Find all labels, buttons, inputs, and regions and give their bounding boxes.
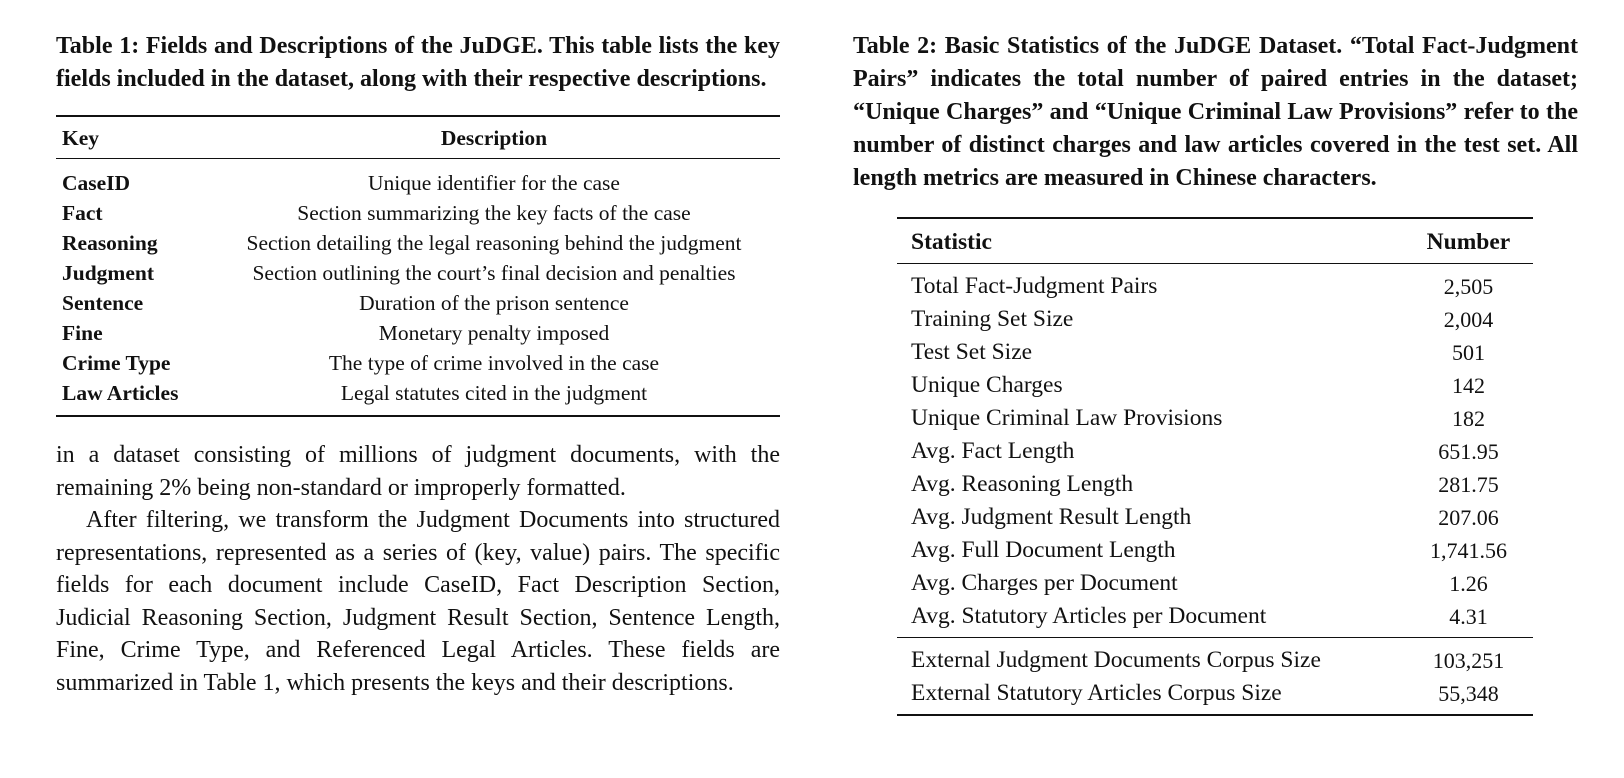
table2-number-cell: 142 — [1451, 373, 1485, 398]
table1-key-cell: Sentence — [62, 291, 144, 315]
table1-description-cell: Section detailing the legal reasoning behind the judgment — [246, 231, 742, 255]
table2-number-cell: 1,741.56 — [1429, 538, 1507, 563]
table2-number-cell: 182 — [1451, 406, 1485, 431]
table-row — [56, 228, 780, 258]
table2-statistic-cell: Unique Criminal Law Provisions — [911, 405, 1223, 431]
table2-header-row — [897, 218, 1533, 264]
table2-number-cell: 207.06 — [1438, 505, 1499, 530]
body-paragraph-2: After filtering, we transform the Judgment Documents into structured representations, represented as a series of (key, value) pairs. The specific fields for each document include CaseID, Fact Description Section, Judicial Reasoning Section, Judgment Result Section, Sentence Length, Fine, Crime Type, and Referenced Legal Articles. These fields are summarized in Table 1, which presents the keys and their descriptions. — [56, 507, 780, 696]
table2-number-cell: 281.75 — [1438, 472, 1499, 497]
table-row — [56, 198, 780, 228]
table-row — [56, 159, 780, 199]
table2-statistic-cell: Unique Charges — [911, 372, 1063, 398]
table1-key-cell: Reasoning — [62, 231, 158, 255]
table2-statistic-cell: Avg. Full Document Length — [911, 537, 1176, 563]
table-row — [897, 435, 1533, 468]
table1-description-cell: Monetary penalty imposed — [378, 321, 610, 345]
table-row — [897, 567, 1533, 600]
table-row — [56, 288, 780, 318]
table-row — [56, 318, 780, 348]
table2-number-cell: 501 — [1451, 340, 1485, 365]
table2-statistic-cell: External Judgment Documents Corpus Size — [911, 647, 1321, 673]
table1-key-cell: CaseID — [62, 171, 131, 195]
table-row — [897, 600, 1533, 638]
table2 — [897, 217, 1533, 716]
table-row — [897, 264, 1533, 304]
table-row — [56, 258, 780, 288]
table-row — [897, 303, 1533, 336]
table1-description-cell: The type of crime involved in the case — [328, 351, 660, 375]
table1-header-row — [56, 116, 780, 159]
table1-description-cell: Legal statutes cited in the judgment — [340, 381, 648, 405]
left-column — [56, 30, 780, 699]
table2-caption: Table 2: Basic Statistics of the JuDGE Dataset. “Total Fact-Judgment Pairs” indicates the total number of paired entries in the dataset; “Unique Charges” and “Unique Criminal Law Provisions” refer to the number of distinct charges and law articles covered in the test set. All length metrics are measured in Chinese characters. — [853, 33, 1578, 191]
table2-header-number: Number — [1426, 229, 1511, 255]
table2-number-cell: 2,505 — [1443, 274, 1494, 299]
table2-statistic-cell: Avg. Fact Length — [911, 438, 1075, 464]
table2-number-cell: 1.26 — [1449, 571, 1488, 596]
table-row — [56, 348, 780, 378]
table2-statistic-cell: External Statutory Articles Corpus Size — [911, 680, 1282, 706]
table2-statistic-cell: Avg. Reasoning Length — [911, 471, 1134, 497]
table2-statistic-cell: Total Fact-Judgment Pairs — [911, 273, 1158, 299]
body-text — [56, 439, 780, 699]
table1-key-cell: Crime Type — [62, 351, 171, 375]
table2-number-cell: 55,348 — [1438, 681, 1499, 706]
table1-key-cell: Fine — [62, 321, 103, 345]
table1-caption: Table 1: Fields and Descriptions of the JuDGE. This table lists the key fields included in the dataset, along with their respective descriptions. — [56, 33, 780, 92]
table2-statistic-cell: Training Set Size — [911, 306, 1074, 332]
table-row — [897, 369, 1533, 402]
table2-statistic-cell: Avg. Statutory Articles per Document — [911, 603, 1267, 629]
table1-description-cell: Section summarizing the key facts of the case — [297, 201, 691, 225]
table1-key-cell: Fact — [62, 201, 103, 225]
table2-number-cell: 2,004 — [1443, 307, 1494, 332]
table-row — [897, 638, 1533, 678]
table2-statistic-cell: Test Set Size — [911, 339, 1033, 365]
table2-header-statistic: Statistic — [911, 229, 992, 255]
table1 — [56, 115, 780, 417]
table-row — [897, 468, 1533, 501]
table2-number-cell: 103,251 — [1432, 648, 1505, 673]
table2-number-cell: 4.31 — [1449, 604, 1488, 629]
table2-statistic-cell: Avg. Charges per Document — [911, 570, 1178, 596]
table-row — [897, 677, 1533, 715]
body-paragraph-1: in a dataset consisting of millions of judgment documents, with the remaining 2% being non-standard or improperly formatted. — [56, 442, 780, 501]
table1-key-cell: Law Articles — [62, 381, 179, 405]
table2-statistic-cell: Avg. Judgment Result Length — [911, 504, 1192, 530]
table1-description-cell: Unique identifier for the case — [368, 171, 620, 195]
table1-description-cell: Duration of the prison sentence — [359, 291, 629, 315]
table-row — [897, 501, 1533, 534]
table-row — [897, 534, 1533, 567]
table-row — [56, 378, 780, 416]
right-column — [853, 30, 1578, 716]
table-row — [897, 402, 1533, 435]
table1-header-key: Key — [62, 126, 100, 150]
table-row — [897, 336, 1533, 369]
table1-key-cell: Judgment — [62, 261, 154, 285]
table1-header-description: Description — [440, 126, 548, 150]
table2-number-cell: 651.95 — [1438, 439, 1499, 464]
table1-description-cell: Section outlining the court’s final decision and penalties — [252, 261, 736, 285]
